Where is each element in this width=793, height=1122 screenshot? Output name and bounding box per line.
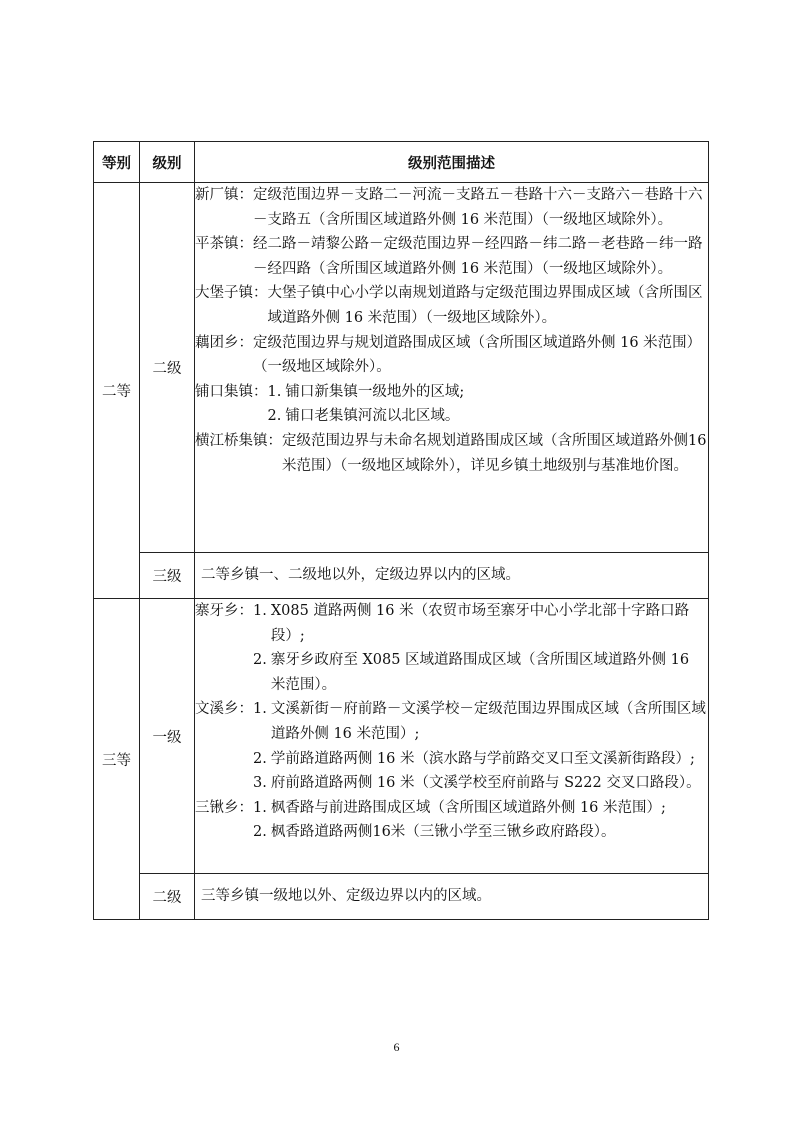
town-description xyxy=(253,331,708,380)
item-number: 1. xyxy=(267,383,282,400)
description-cell xyxy=(195,183,709,553)
description-item xyxy=(268,380,709,405)
item-text: 寨牙乡政府至 X085 区域道路围成区域（含所围区域道路外侧 16 米范围）。 xyxy=(270,652,690,693)
item-text: 枫香路与前进路围成区域（含所围区域道路外侧 16 米范围）; xyxy=(270,799,666,816)
description-cell: 二等乡镇一、二级地以外，定级边界以内的区域。 xyxy=(195,553,709,599)
description-cell xyxy=(195,599,709,874)
item-text: 经二路－靖黎公路－定级范围边界－经四路－纬二路－老巷路－纬一路－经四路（含所围区域道路外侧 16 米范围）（一级地区域除外）。 xyxy=(253,236,703,277)
table-row xyxy=(94,553,709,599)
town-description xyxy=(253,599,708,697)
item-number: 2. xyxy=(253,750,267,767)
item-text: 大堡子镇中心小学以南规划道路与定级范围边界围成区域（含所围区域道路外侧 16 米范围）（一级地区域除外）。 xyxy=(267,285,703,326)
item-text: 定级范围边界与未命名规划道路围成区域（含所围区域道路外侧16米范围）（一级地区域除外），详见乡镇土地级别与基准地价图。 xyxy=(282,432,707,474)
town-entry xyxy=(195,281,708,330)
town-name: 新厂镇： xyxy=(195,187,253,203)
town-entry xyxy=(195,183,708,232)
description-item xyxy=(268,281,709,330)
town-entry xyxy=(195,599,708,697)
item-text: 文溪新街－府前路－文溪学校－定级范围边界围成区域（含所围区域道路外侧 16 米范围）; xyxy=(270,701,706,742)
item-text: 铺口新集镇一级地外的区域; xyxy=(285,383,465,400)
description-item xyxy=(253,331,708,380)
description-item xyxy=(253,648,708,697)
town-entry xyxy=(195,331,708,380)
item-text: 铺口老集镇河流以北区域。 xyxy=(285,408,460,425)
table-row xyxy=(94,599,709,874)
town-entry xyxy=(195,232,708,281)
town-description xyxy=(268,380,709,429)
description-item xyxy=(253,697,708,746)
town-name: 文溪乡： xyxy=(195,701,253,718)
town-name: 铺口集镇： xyxy=(195,383,268,400)
town-description xyxy=(253,232,708,281)
town-description xyxy=(268,281,709,330)
description-item xyxy=(253,796,708,821)
item-text: 定级范围边界与规划道路围成区域（含所围区域道路外侧 16 米范围）（一级地区域除外）。 xyxy=(253,334,702,376)
town-entry xyxy=(195,796,708,845)
description-item xyxy=(253,183,708,232)
item-text: 府前路道路两侧 16 米（文溪学校至府前路与 S222 交叉口路段）。 xyxy=(270,775,701,792)
town-description xyxy=(282,429,708,478)
level-cell: 一级 xyxy=(140,599,195,874)
town-description xyxy=(253,796,708,845)
item-number: 3. xyxy=(253,775,267,792)
level-cell: 二级 xyxy=(140,874,195,920)
item-text: X085 道路两侧 16 米（农贸市场至寨牙中心小学北部十字路口路段）; xyxy=(270,603,690,644)
item-number: 2. xyxy=(267,408,282,425)
land-grade-table xyxy=(93,141,709,920)
description-item xyxy=(253,820,708,845)
header-description: 级别范围描述 xyxy=(195,142,709,183)
item-text: 枫香路道路两侧16米（三锹小学至三锹乡政府路段）。 xyxy=(270,824,616,841)
description-item xyxy=(253,771,708,796)
item-number: 2. xyxy=(253,652,267,669)
item-number: 1. xyxy=(253,799,267,816)
town-entry xyxy=(195,697,708,795)
table-row xyxy=(94,183,709,553)
header-grade: 等别 xyxy=(94,142,140,183)
description-item xyxy=(268,404,709,429)
town-name: 寨牙乡： xyxy=(195,603,253,619)
description-item xyxy=(253,232,708,281)
town-entry xyxy=(195,429,708,478)
page-number: 6 xyxy=(393,1040,400,1054)
item-number: 1. xyxy=(253,603,267,619)
item-number: 1. xyxy=(253,701,267,718)
item-text: 定级范围边界－支路二－河流－支路五－巷路十六－支路六－巷路十六－支路五（含所围区域道路外侧 16 米范围）（一级地区域除外）。 xyxy=(253,187,703,228)
town-name: 藕团乡： xyxy=(195,334,253,351)
town-name: 平茶镇： xyxy=(195,236,253,253)
table-row xyxy=(94,874,709,920)
town-name: 横江桥集镇： xyxy=(195,432,282,449)
town-entry xyxy=(195,380,708,429)
town-name: 大堡子镇： xyxy=(195,285,268,302)
item-text: 学前路道路两侧 16 米（滨水路与学前路交叉口至文溪新街路段）; xyxy=(270,750,695,767)
level-cell: 三级 xyxy=(140,553,195,599)
level-cell: 二级 xyxy=(140,183,195,553)
description-item xyxy=(253,599,708,648)
grade-cell: 二等 xyxy=(94,183,140,599)
town-description xyxy=(253,697,708,795)
table-header-row xyxy=(94,142,709,183)
description-item xyxy=(282,429,708,478)
grade-cell: 三等 xyxy=(94,599,140,920)
description-item xyxy=(253,747,708,772)
town-name: 三锹乡： xyxy=(195,799,253,816)
description-cell: 三等乡镇一级地以外、定级边界以内的区域。 xyxy=(195,874,709,920)
header-level: 级别 xyxy=(140,142,195,183)
town-description xyxy=(253,183,708,232)
item-number: 2. xyxy=(253,824,267,841)
